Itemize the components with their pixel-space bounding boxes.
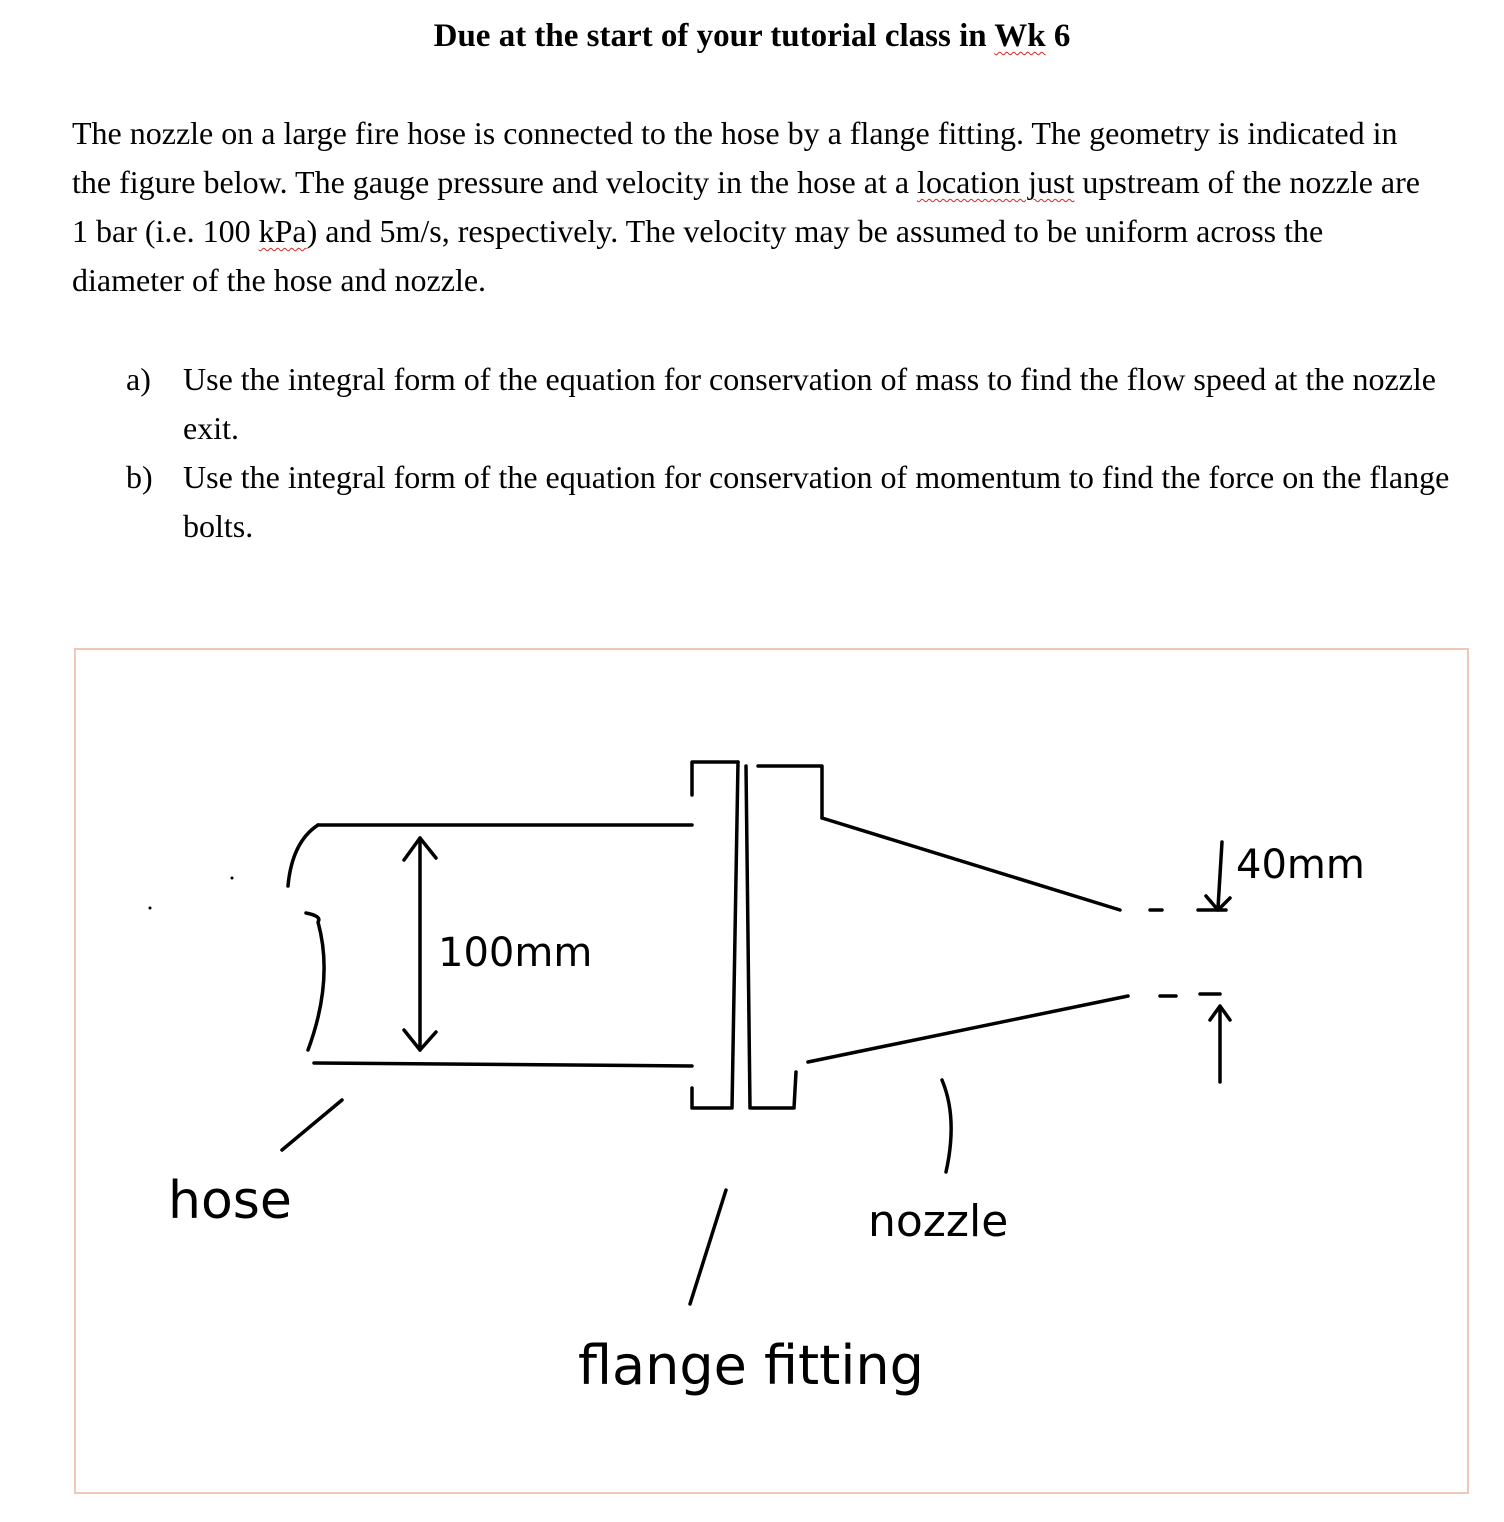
- flange-leader-line: [690, 1190, 726, 1304]
- intro-location-just: location just: [917, 164, 1075, 200]
- intro-part-3: ) and 5m/s, respectively. The velocity may be assumed to be uniform across the diameter of the hose and nozzle.: [72, 213, 1324, 298]
- question-letter: b): [126, 459, 153, 495]
- hose-diameter-label: 100mm: [438, 930, 593, 976]
- intro-kpa: kPa: [258, 213, 307, 249]
- nozzle-leader-line: [942, 1080, 951, 1172]
- hose-leader-line: [282, 1100, 342, 1150]
- exit-diameter-arrows: [1198, 842, 1230, 1082]
- nozzle-outline: [808, 818, 1176, 1062]
- question-letter: a): [126, 361, 151, 397]
- question-text: Use the integral form of the equation for conservation of momentum to find the force on the flange bolts.: [183, 459, 1450, 544]
- question-text: Use the integral form of the equation for conservation of mass to find the flow speed at the nozzle exit.: [183, 361, 1436, 446]
- intro-part-1: The nozzle on a large fire hose is connected to the hose by a flange fitting. The geometry is indicated in the figure below. The gauge pressure and velocity in the hose at a: [72, 115, 1398, 200]
- nozzle-label: nozzle: [868, 1196, 1009, 1247]
- heading-suffix: 6: [1045, 18, 1071, 54]
- intro-part-2: upstream of the nozzle are 1 bar (i.e. 100: [72, 164, 1420, 249]
- hose-diameter-arrow: [404, 838, 436, 1050]
- flange-fitting-outline: [692, 762, 822, 1108]
- flange-fitting-label: flange fitting: [578, 1334, 924, 1397]
- exit-diameter-label: 40mm: [1236, 842, 1365, 888]
- heading-prefix: Due at the start of your tutorial class in: [433, 18, 995, 54]
- stray-dot: [231, 877, 234, 880]
- heading-wk: Wk: [994, 18, 1046, 54]
- stray-dot: [149, 907, 152, 910]
- hose-label: hose: [168, 1171, 292, 1231]
